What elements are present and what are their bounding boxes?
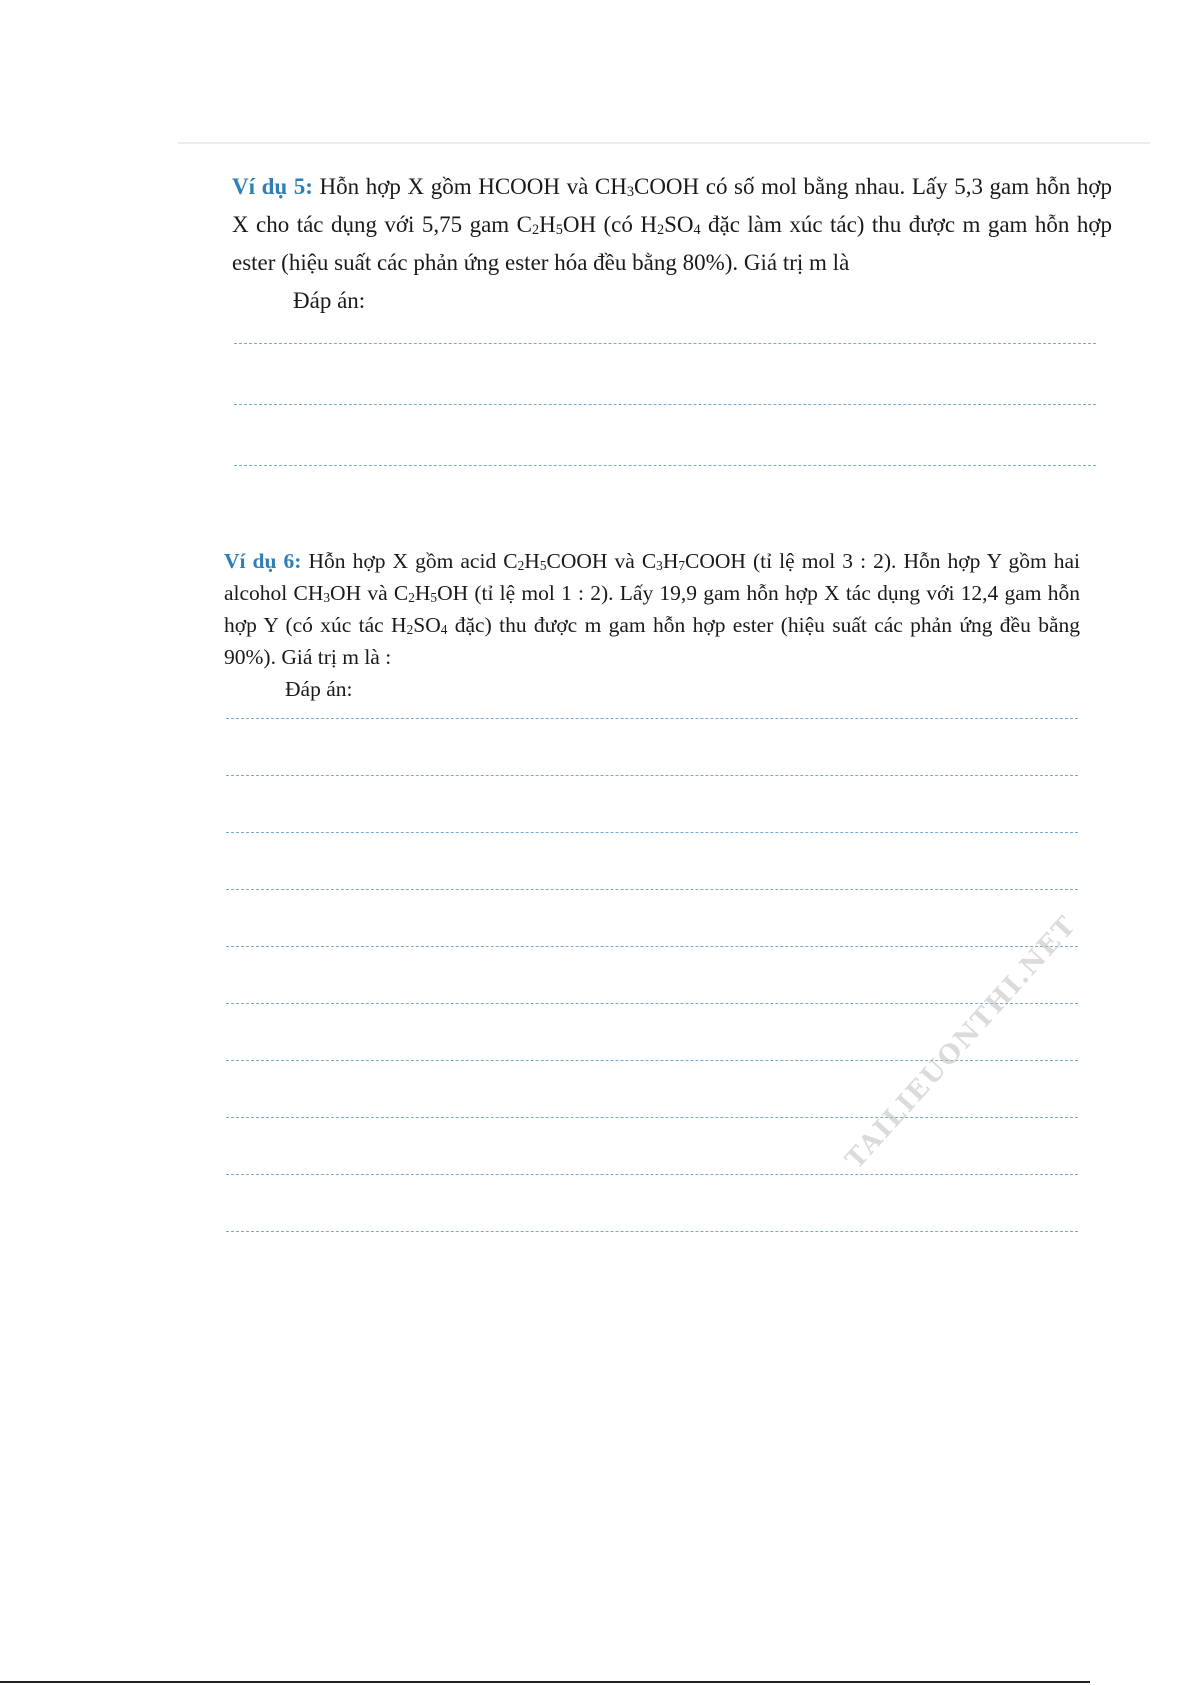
example-5-question: Ví dụ 5: Hỗn hợp X gồm HCOOH và $CH_3COOH$ có số mol bằng nhau. Lấy 5,3 gam hỗn hợp X cho tác dụng với 5,75 gam $C_2H_5OH$ (có $H_2SO_4$ đặc làm xúc tác) thu được m gam hỗn hợp ester (hiệu suất các phản ứng ester hóa đều bằng 80%). Giá trị m là: [232, 174, 1113, 275]
answer-line: [226, 1231, 1078, 1232]
answer-line: [226, 889, 1078, 890]
answer-line: [226, 775, 1078, 776]
example-6-answer-label: Đáp án:: [285, 677, 353, 701]
answer-line: [226, 1117, 1078, 1118]
example-5-label: Ví dụ 5:: [232, 174, 313, 199]
example-5-answer-label: Đáp án:: [293, 288, 366, 313]
answer-line: [226, 832, 1078, 833]
answer-line: [226, 1174, 1078, 1175]
answer-line: [234, 404, 1096, 405]
answer-line: [234, 343, 1096, 344]
answer-line: [234, 465, 1096, 466]
page-bottom-edge: [0, 1681, 1090, 1683]
example-6-question: Ví dụ 6: Hỗn hợp X gồm acid $C_2H_5COOH$ và $C_3H_7COOH$ (tỉ lệ mol 3 : 2). Hỗn hợp Y gồm hai alcohol $CH_3OH$ và $C_2H_5OH$ (tỉ lệ mol 1 : 2). Lấy 19,9 gam hỗn hợp X tác dụng với 12,4 gam hỗn hợp Y (có xúc tác $H_2SO_4$ đặc) thu được m gam hỗn hợp ester (hiệu suất các phản ứng đều bằng 90%). Giá trị m là :: [224, 549, 1080, 669]
answer-line: [226, 946, 1078, 947]
example-5: [232, 168, 1112, 320]
watermark: TAILIEUONTHI.NET: [840, 910, 1083, 1176]
answer-line: [226, 1003, 1078, 1004]
example-6-label: Ví dụ 6:: [224, 549, 302, 573]
header-divider: [178, 142, 1150, 144]
example-6: [224, 545, 1080, 705]
answer-line: [226, 718, 1078, 719]
